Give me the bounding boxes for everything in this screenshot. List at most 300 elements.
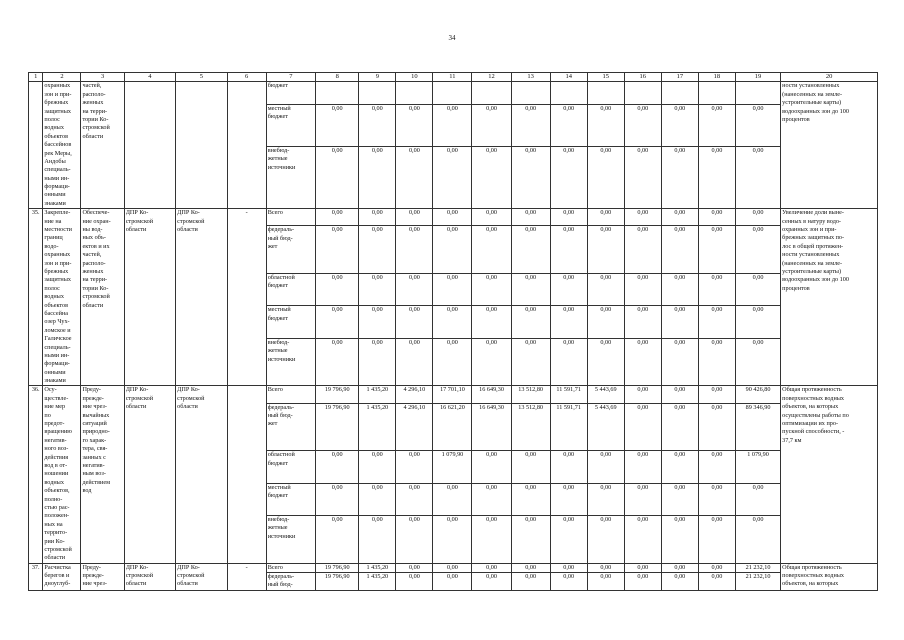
text-line: бюджет <box>267 314 288 322</box>
value-cell: 0,00 <box>624 403 661 451</box>
expected-result <box>781 82 878 209</box>
value-cell <box>624 82 661 104</box>
text-line: женных <box>82 99 104 107</box>
value-cell <box>511 82 550 104</box>
header-cell: 4 <box>124 73 175 82</box>
text-line: объектов, на которых <box>782 580 839 588</box>
value-cell: 0,00 <box>433 274 472 306</box>
value-cell: 21 232,10 <box>735 573 780 591</box>
value-cell: 0,00 <box>433 483 472 515</box>
value-cell: 19 796,90 <box>316 563 359 572</box>
text-line: вращению <box>44 428 72 436</box>
value-cell: 0,00 <box>624 386 661 403</box>
value-cell: 0,00 <box>550 563 587 572</box>
text-line: бюджет <box>267 459 288 467</box>
table-row <box>29 563 878 572</box>
text-line: внебюд- <box>267 516 290 523</box>
text-line: поверхностных водных <box>782 572 845 580</box>
value-cell: 0,00 <box>735 306 780 338</box>
value-cell: 0,00 <box>472 147 511 209</box>
text-line: устроительные карты) <box>782 268 842 275</box>
text-line: стромской <box>125 217 154 225</box>
text-line: внебюд- <box>267 338 290 346</box>
value-cell: 0,00 <box>624 338 661 386</box>
value-cell: 0,00 <box>735 516 780 564</box>
value-cell: 0,00 <box>661 403 698 451</box>
text-line: на терри- <box>82 276 108 284</box>
value-cell: 11 591,71 <box>550 403 587 451</box>
text-line: полос <box>44 115 60 123</box>
text-line: области <box>177 226 198 234</box>
value-cell: 0,00 <box>624 516 661 564</box>
value-cell: 0,00 <box>661 104 698 146</box>
value-cell: 1 435,20 <box>359 386 396 403</box>
text-line: источники <box>267 163 296 171</box>
text-line: ного воз- <box>44 445 69 453</box>
text-line: рии Ко- <box>44 537 65 545</box>
text-line: водных <box>44 478 64 486</box>
table-row-continued <box>29 82 878 104</box>
event-goal <box>81 563 124 590</box>
event-name <box>43 386 81 563</box>
value-cell: 0,00 <box>511 147 550 209</box>
source-label <box>266 573 315 591</box>
text-line: прежде- <box>82 394 104 402</box>
value-cell: 0,00 <box>511 226 550 274</box>
value-cell: 0,00 <box>550 226 587 274</box>
value-cell: 0,00 <box>359 209 396 226</box>
coexecutor <box>176 209 227 386</box>
text-line: Общая протяженность <box>782 563 842 571</box>
value-cell: 0,00 <box>624 573 661 591</box>
text-line: стью рас- <box>44 503 70 511</box>
value-cell: 0,00 <box>472 338 511 386</box>
text-line: ный бюд- <box>267 234 293 242</box>
value-cell: 5 443,69 <box>587 403 624 451</box>
row-number: 37. <box>29 563 43 590</box>
value-cell: 0,00 <box>698 104 735 146</box>
text-line: ным воз- <box>82 470 106 478</box>
value-cell: 0,00 <box>396 104 433 146</box>
text-line: водоохранных зон до 100 <box>782 107 849 115</box>
text-line: области <box>82 132 104 140</box>
value-cell: 0,00 <box>698 274 735 306</box>
text-line: ние чрез- <box>82 403 107 411</box>
value-cell: 0,00 <box>661 451 698 483</box>
value-cell: 0,00 <box>433 104 472 146</box>
text-line: формаци- <box>44 183 70 191</box>
value-cell: 0,00 <box>433 306 472 338</box>
text-line: ние на <box>44 217 62 225</box>
text-line: защитных <box>44 107 71 115</box>
text-line: бассейна <box>44 309 68 317</box>
text-line: го харак- <box>82 436 107 444</box>
source-label <box>266 483 315 515</box>
value-cell: 21 232,10 <box>735 563 780 572</box>
value-cell: 1 079,90 <box>433 451 472 483</box>
value-cell: 0,00 <box>472 451 511 483</box>
value-cell: 90 426,80 <box>735 386 780 403</box>
text-line: жет <box>267 420 278 428</box>
value-cell: 0,00 <box>511 451 550 483</box>
value-cell: 1 435,20 <box>359 563 396 572</box>
event-goal <box>81 209 124 386</box>
value-cell: 0,00 <box>661 147 698 209</box>
value-cell: 4 296,10 <box>396 386 433 403</box>
value-cell: 0,00 <box>661 483 698 515</box>
value-cell: 0,00 <box>661 386 698 403</box>
text-line: ности установленных <box>782 82 840 90</box>
text-line: Закрепле- <box>44 209 71 217</box>
value-cell: 0,00 <box>550 451 587 483</box>
value-cell: 13 512,80 <box>511 403 550 451</box>
value-cell: 0,00 <box>735 483 780 515</box>
text-line: Галичское <box>44 335 72 343</box>
value-cell: 0,00 <box>550 104 587 146</box>
value-cell: 0,00 <box>359 274 396 306</box>
value-cell: 0,00 <box>550 274 587 306</box>
value-cell: 0,00 <box>316 147 359 209</box>
text-line: устроительные карты) <box>782 99 842 107</box>
value-cell <box>735 82 780 104</box>
value-cell: 0,00 <box>396 483 433 515</box>
value-cell: 0,00 <box>624 147 661 209</box>
term: - <box>227 209 266 386</box>
text-line: озер Чух- <box>44 318 70 326</box>
value-cell: 0,00 <box>433 573 472 591</box>
value-cell: 0,00 <box>624 563 661 572</box>
text-line: занных с <box>82 453 106 461</box>
value-cell: 0,00 <box>396 516 433 564</box>
value-cell: 0,00 <box>698 516 735 564</box>
value-cell: 0,00 <box>472 573 511 591</box>
value-cell: 0,00 <box>433 226 472 274</box>
value-cell: 0,00 <box>359 226 396 274</box>
expected-result <box>781 563 878 590</box>
text-line: рек Меры, <box>44 149 72 157</box>
text-line: ДПР Ко- <box>125 563 149 571</box>
source-label <box>266 403 315 451</box>
text-line: знаками <box>44 199 66 207</box>
value-cell: 0,00 <box>587 338 624 386</box>
header-cell: 13 <box>511 73 550 82</box>
text-line: стромской <box>82 124 110 132</box>
header-cell: 18 <box>698 73 735 82</box>
term: - <box>227 563 266 590</box>
value-cell: 17 701,10 <box>433 386 472 403</box>
text-line: ситуаций <box>82 420 107 428</box>
text-line: ние мер <box>44 403 66 411</box>
text-line: предот- <box>44 420 65 428</box>
value-cell: 0,00 <box>359 451 396 483</box>
text-line: действием <box>82 478 111 486</box>
executor <box>124 209 175 386</box>
text-line: жетные <box>267 524 288 532</box>
text-line: полос <box>44 284 60 292</box>
value-cell: 0,00 <box>316 483 359 515</box>
text-line: брежных <box>44 99 69 107</box>
text-line: бюджет <box>267 82 288 90</box>
value-cell <box>661 82 698 104</box>
text-line: (нанесенных на земле- <box>782 90 843 98</box>
text-line: Преду- <box>82 563 101 571</box>
value-cell: 0,00 <box>433 147 472 209</box>
value-cell: 0,00 <box>624 104 661 146</box>
text-line: женных <box>82 268 104 275</box>
text-line: зон и при- <box>44 90 72 98</box>
coexecutor <box>176 563 227 590</box>
text-line: ДПР Ко- <box>177 386 200 394</box>
value-cell: 0,00 <box>550 516 587 564</box>
text-line: зон и при- <box>44 259 72 267</box>
text-line: процентов <box>782 115 810 123</box>
text-line: вычайных <box>82 411 110 419</box>
source-label <box>266 306 315 338</box>
value-cell: 0,00 <box>316 516 359 564</box>
text-line: Расчистка <box>44 563 71 571</box>
text-line: дноуглуб- <box>44 580 71 588</box>
value-cell: 0,00 <box>587 104 624 146</box>
value-cell: 0,00 <box>359 516 396 564</box>
value-cell: 0,00 <box>433 209 472 226</box>
text-line: ный бюд- <box>267 581 293 589</box>
value-cell: 0,00 <box>472 516 511 564</box>
text-line: негатив- <box>82 461 105 469</box>
value-cell: 0,00 <box>472 209 511 226</box>
value-cell: 0,00 <box>587 516 624 564</box>
value-cell: 0,00 <box>472 226 511 274</box>
text-line: ных на <box>44 520 63 528</box>
value-cell: 0,00 <box>396 563 433 572</box>
text-line: ДПР Ко- <box>177 563 200 571</box>
text-line: ными ин- <box>44 174 70 182</box>
value-cell: 0,00 <box>396 226 433 274</box>
header-cell: 7 <box>266 73 315 82</box>
text-line: 37,7 км <box>782 436 802 444</box>
text-line: ществле- <box>44 394 69 402</box>
value-cell: 0,00 <box>661 274 698 306</box>
value-cell: 0,00 <box>472 306 511 338</box>
expected-result <box>781 386 878 563</box>
value-cell: 11 591,71 <box>550 386 587 403</box>
header-cell: 12 <box>472 73 511 82</box>
text-line: водоохранных зон до 100 <box>782 276 849 284</box>
executor <box>124 563 175 590</box>
text-line: тории Ко- <box>82 115 109 123</box>
source-label <box>266 563 315 572</box>
text-line: объектов <box>44 301 69 309</box>
row-number: 35. <box>29 209 43 386</box>
value-cell: 89 346,90 <box>735 403 780 451</box>
text-line: бюджет <box>267 113 288 121</box>
text-line: на терри- <box>82 107 108 115</box>
text-line: онными <box>44 368 66 376</box>
value-cell: 0,00 <box>698 483 735 515</box>
value-cell <box>698 82 735 104</box>
value-cell: 0,00 <box>550 483 587 515</box>
text-line: областной <box>267 274 295 282</box>
text-line: вод в от- <box>44 461 68 469</box>
text-line: ектов и их <box>82 242 110 250</box>
value-cell: 0,00 <box>735 338 780 386</box>
value-cell: 0,00 <box>316 104 359 146</box>
header-cell: 6 <box>227 73 266 82</box>
header-cell: 2 <box>43 73 81 82</box>
text-line: стромской <box>177 217 205 225</box>
value-cell: 0,00 <box>511 573 550 591</box>
value-cell: 0,00 <box>698 306 735 338</box>
value-cell: 0,00 <box>624 306 661 338</box>
text-line: ных объ- <box>82 234 106 242</box>
text-line: Обеспече- <box>82 209 110 217</box>
value-cell <box>316 82 359 104</box>
text-line: жетные <box>267 347 288 355</box>
value-cell: 1 435,20 <box>359 403 396 451</box>
value-cell: 0,00 <box>359 483 396 515</box>
text-line: ношении <box>44 470 69 478</box>
header-cell: 17 <box>661 73 698 82</box>
value-cell: 0,00 <box>550 306 587 338</box>
value-cell: 0,00 <box>511 338 550 386</box>
value-cell: 0,00 <box>511 516 550 564</box>
text-line: пускной способности, - <box>782 428 845 436</box>
value-cell: 19 796,90 <box>316 403 359 451</box>
value-cell: 0,00 <box>359 338 396 386</box>
term <box>227 386 266 563</box>
value-cell: 0,00 <box>698 403 735 451</box>
source-label <box>266 451 315 483</box>
value-cell: 0,00 <box>698 147 735 209</box>
value-cell: 0,00 <box>624 274 661 306</box>
value-cell: 0,00 <box>316 306 359 338</box>
text-line: частей, <box>82 251 102 259</box>
value-cell: 0,00 <box>587 563 624 572</box>
value-cell: 0,00 <box>550 573 587 591</box>
text-line: источники <box>267 355 296 363</box>
value-cell: 0,00 <box>396 338 433 386</box>
value-cell: 0,00 <box>511 306 550 338</box>
text-line: поверхностных водных <box>782 394 845 402</box>
value-cell: 0,00 <box>661 306 698 338</box>
text-line: области <box>177 403 198 411</box>
text-line: Общая протяженность <box>782 386 842 394</box>
header-cell: 20 <box>781 73 878 82</box>
text-line: бюджет <box>267 282 288 290</box>
text-line: формаци- <box>44 360 70 368</box>
header-cell: 16 <box>624 73 661 82</box>
value-cell: 0,00 <box>735 209 780 226</box>
value-cell: 16 649,30 <box>472 403 511 451</box>
value-cell: 0,00 <box>433 516 472 564</box>
text-line: лос в общей протяжен- <box>782 242 844 250</box>
value-cell: 0,00 <box>550 338 587 386</box>
value-cell: 0,00 <box>396 573 433 591</box>
text-line: располо- <box>82 90 106 98</box>
text-line: ны вод- <box>82 226 103 234</box>
header-cell: 9 <box>359 73 396 82</box>
value-cell: 0,00 <box>698 386 735 403</box>
value-cell: 0,00 <box>661 209 698 226</box>
value-cell: 19 796,90 <box>316 386 359 403</box>
header-cell: 14 <box>550 73 587 82</box>
header-cell: 19 <box>735 73 780 82</box>
source-label <box>266 274 315 306</box>
source-label <box>266 104 315 146</box>
event-goal <box>81 82 124 209</box>
value-cell: 0,00 <box>359 104 396 146</box>
source-label <box>266 82 315 104</box>
value-cell: 0,00 <box>472 274 511 306</box>
value-cell: 0,00 <box>472 104 511 146</box>
value-cell: 0,00 <box>316 451 359 483</box>
event-goal <box>81 386 124 563</box>
value-cell: 0,00 <box>587 483 624 515</box>
row-number: 36. <box>29 386 43 563</box>
text-line: ный бюд- <box>267 411 293 419</box>
text-line: полно- <box>44 495 63 503</box>
value-cell: 0,00 <box>624 451 661 483</box>
text-line: ние чрез- <box>82 580 107 588</box>
value-cell: 0,00 <box>735 104 780 146</box>
text-line: объектов <box>44 132 69 140</box>
value-cell: 0,00 <box>396 147 433 209</box>
source-label <box>266 516 315 564</box>
text-line: охранных <box>44 251 71 259</box>
header-cell: 1 <box>29 73 43 82</box>
source-label <box>266 386 315 403</box>
text-line: Всего <box>267 563 283 571</box>
text-line: действия <box>44 453 69 461</box>
text-line: тории Ко- <box>82 284 109 292</box>
value-cell <box>587 82 624 104</box>
text-line: местный <box>267 306 291 314</box>
value-cell: 0,00 <box>316 274 359 306</box>
text-line: Андобы <box>44 157 66 165</box>
text-line: по <box>44 411 51 419</box>
text-line: стромской <box>82 293 110 301</box>
value-cell: 0,00 <box>316 338 359 386</box>
text-line: брежных <box>44 268 69 275</box>
value-cell: 0,00 <box>550 147 587 209</box>
text-line: внебюд- <box>267 147 290 155</box>
value-cell: 0,00 <box>661 563 698 572</box>
text-line: жет <box>267 243 278 251</box>
executor <box>124 82 175 209</box>
value-cell: 0,00 <box>624 209 661 226</box>
value-cell: 0,00 <box>511 104 550 146</box>
value-cell: 0,00 <box>511 563 550 572</box>
text-line: охранных зон и при- <box>782 226 837 234</box>
value-cell: 0,00 <box>698 209 735 226</box>
table-row <box>29 209 878 226</box>
value-cell: 0,00 <box>587 209 624 226</box>
event-name <box>43 209 81 386</box>
executor <box>124 386 175 563</box>
text-line: вод <box>82 487 92 495</box>
event-name <box>43 563 81 590</box>
value-cell: 0,00 <box>698 338 735 386</box>
page-number: 34 <box>448 34 456 42</box>
value-cell: 0,00 <box>433 338 472 386</box>
text-line: ломское и <box>44 326 71 334</box>
text-line: федераль- <box>267 226 295 234</box>
value-cell: 0,00 <box>735 274 780 306</box>
text-line: границ <box>44 234 63 242</box>
text-line: объектов, <box>44 487 70 495</box>
text-line: федераль- <box>267 573 295 581</box>
text-line: области <box>125 226 147 234</box>
value-cell: 0,00 <box>511 274 550 306</box>
